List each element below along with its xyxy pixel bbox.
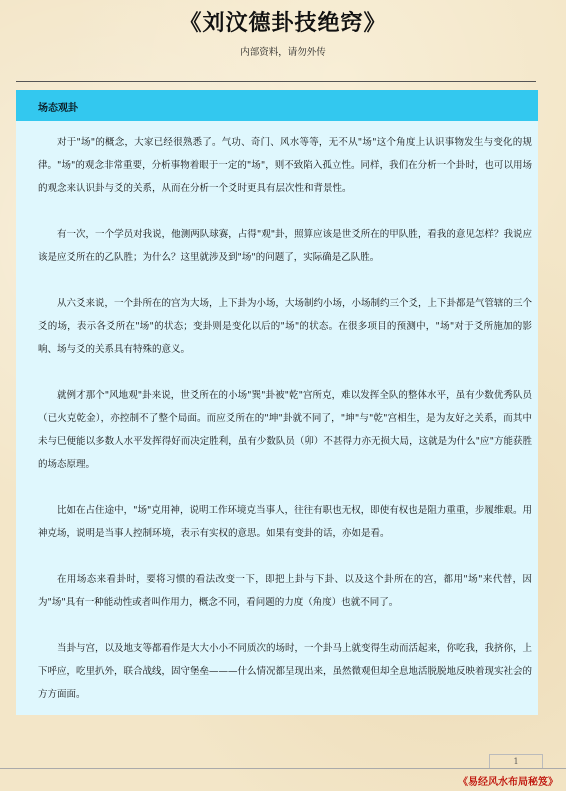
section-body	[38, 131, 532, 706]
page-number: 1	[489, 754, 543, 769]
paragraph-3: 从六爻来说，一个卦所在的宫为大场，上下卦为小场，大场制约小场，小场制约三个爻，上下卦都是气管辖的三个爻的场，表示各爻所在"场"的状态；变卦则是变化以后的"场"的状态。在很多项目的预测中，"场"对于爻所施加的影响、场与爻的关系具有特殊的意义。	[38, 298, 533, 355]
paragraph-2: 有一次，一个学员对我说，他测两队球赛，占得"观"卦，照算应该是世爻所在的甲队胜，看我的意见怎样？我说应该是应爻所在的乙队胜；为什么？这里就涉及到"场"的问题了，实际确是乙队胜。	[38, 229, 532, 263]
paragraph-7: 当卦与宫，以及地支等都看作是大大小小不同质次的场时，一个卦马上就变得生动而活起来，你吃我，我挤你，上下呼应，吃里扒外，联合战线，固守堡垒———什么情况都呈现出来，虽然微观但却全息地活脱脱地反映着现实社会的方方面面。	[38, 643, 533, 700]
paragraph-6: 在用场态来看卦时，要将习惯的看法改变一下，即把上卦与下卦、以及这个卦所在的宫，都用"场"来代替，因为"场"具有一种能动性或者叫作用力，概念不同，看问题的力度（角度）也就不同了。	[38, 574, 532, 608]
paragraph-5: 比如在占住途中，"场"克用神，说明工作环境克当事人，往往有职也无权，即使有权也是阻力重重，步履维艰。用神克场，说明是当事人控制环境，表示有实权的意思。如果有变卦的话，亦如是看。	[38, 505, 532, 539]
paragraph-1: 对于"场"的概念，大家已经很熟悉了。气功、奇门、风水等等，无不从"场"这个角度上认识事物发生与变化的规律。"场"的观念非常重要，分析事物着眼于一定的"场"，则不致陷入孤立性。同样，我们在分析一个卦时，也可以用场的观念来认识卦与爻的关系，从而在分析一个爻时更具有层次性和背景性。	[38, 137, 532, 194]
document-subtitle: 内部资料，请勿外传	[240, 47, 326, 58]
content-panel	[16, 90, 538, 715]
footer-divider	[0, 768, 566, 769]
document-title: 《刘汶德卦技绝窍》	[179, 11, 387, 36]
header-divider	[16, 81, 536, 82]
paragraph-4: 就例才那个"风地观"卦来说，世爻所在的小场"巽"卦被"乾"宫所克，难以发挥全队的整体水平，虽有少数优秀队员（已火克乾金），亦控制不了整个局面。而应爻所在的"坤"卦就不同了，"坤"与"乾"宫相生，是为友好之关系，而其中未与巳便能以多数人水平发挥得好而决定胜利，虽有少数队员（卯）不甚得力亦无损大局，这就是为什么"应"方能获胜的场态原理。	[38, 390, 532, 470]
section-heading: 场态观卦	[38, 103, 78, 114]
section-header-bar	[16, 90, 538, 121]
footer-book-title: 《易经风水布局秘笈》	[458, 777, 558, 788]
